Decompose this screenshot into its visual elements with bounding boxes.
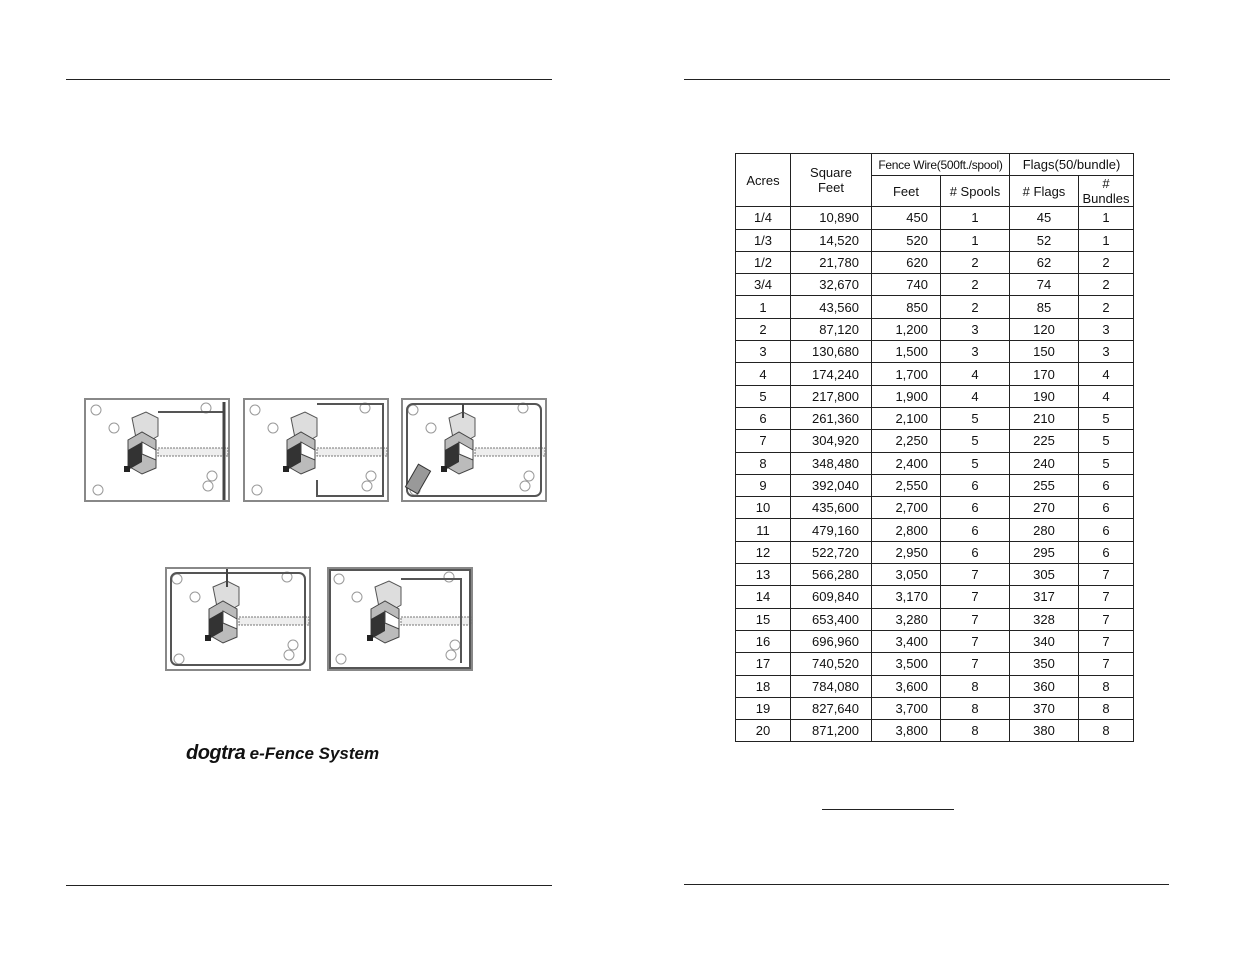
yard-diagram-loop [243,398,389,502]
yard-diagram-front-back [327,567,473,671]
cell-feet: 740 [872,274,941,296]
table-row [736,474,1134,496]
table-row [736,586,1134,608]
cell-square-feet: 696,960 [791,630,872,652]
cell-acres: 14 [736,586,791,608]
header-acres: Acres [736,154,791,207]
cell-square-feet: 130,680 [791,341,872,363]
cell-acres: 4 [736,363,791,385]
table-row [736,720,1134,742]
cell-acres: 9 [736,474,791,496]
table-row [736,385,1134,407]
table-row [736,608,1134,630]
cell-acres: 19 [736,697,791,719]
cell-square-feet: 784,080 [791,675,872,697]
cell-feet: 1,900 [872,385,941,407]
cell-acres: 17 [736,653,791,675]
cell-square-feet: 609,840 [791,586,872,608]
cell-flags: 225 [1010,430,1079,452]
table-row [736,274,1134,296]
cell-flags: 74 [1010,274,1079,296]
cell-feet: 2,950 [872,541,941,563]
cell-square-feet: 522,720 [791,541,872,563]
cell-flags: 360 [1010,675,1079,697]
cell-acres: 8 [736,452,791,474]
cell-bundles: 3 [1079,341,1134,363]
header-square-feet: Square Feet [791,154,872,207]
cell-spools: 7 [941,608,1010,630]
cell-acres: 15 [736,608,791,630]
right-top-rule [684,79,1170,80]
cell-spools: 1 [941,207,1010,229]
cell-square-feet: 304,920 [791,430,872,452]
cell-spools: 7 [941,653,1010,675]
cell-flags: 62 [1010,251,1079,273]
cell-acres: 6 [736,407,791,429]
cell-flags: 317 [1010,586,1079,608]
cell-acres: 10 [736,497,791,519]
table-row [736,675,1134,697]
cell-spools: 7 [941,586,1010,608]
cell-acres: 7 [736,430,791,452]
cell-acres: 11 [736,519,791,541]
cell-feet: 3,400 [872,630,941,652]
cell-bundles: 2 [1079,251,1134,273]
cell-feet: 3,800 [872,720,941,742]
cell-bundles: 7 [1079,564,1134,586]
cell-acres: 5 [736,385,791,407]
cell-spools: 3 [941,318,1010,340]
table-row [736,519,1134,541]
cell-bundles: 2 [1079,274,1134,296]
cell-acres: 20 [736,720,791,742]
cell-spools: 6 [941,497,1010,519]
table-row [736,363,1134,385]
left-bottom-rule [66,885,552,886]
table-row [736,207,1134,229]
cell-acres: 3 [736,341,791,363]
cell-square-feet: 87,120 [791,318,872,340]
cell-bundles: 5 [1079,407,1134,429]
cell-square-feet: 435,600 [791,497,872,519]
header-flags: Flags(50/bundle) [1010,154,1134,176]
fence-sizing-table [735,153,1134,742]
cell-feet: 450 [872,207,941,229]
table-row [736,296,1134,318]
cell-feet: 3,170 [872,586,941,608]
cell-square-feet: 653,400 [791,608,872,630]
brand-logo [186,742,379,765]
cell-square-feet: 32,670 [791,274,872,296]
cell-feet: 620 [872,251,941,273]
footnote-rule [822,809,954,810]
cell-spools: 2 [941,274,1010,296]
cell-feet: 1,700 [872,363,941,385]
cell-square-feet: 827,640 [791,697,872,719]
cell-flags: 340 [1010,630,1079,652]
cell-bundles: 5 [1079,430,1134,452]
cell-bundles: 4 [1079,385,1134,407]
cell-spools: 6 [941,474,1010,496]
yard-diagram-gate [401,398,547,502]
brand-name: dogtra [186,742,246,764]
table-row [736,564,1134,586]
cell-feet: 2,700 [872,497,941,519]
cell-acres: 13 [736,564,791,586]
table-row [736,229,1134,251]
cell-flags: 52 [1010,229,1079,251]
cell-bundles: 6 [1079,474,1134,496]
cell-bundles: 7 [1079,630,1134,652]
cell-spools: 8 [941,720,1010,742]
cell-bundles: 4 [1079,363,1134,385]
cell-acres: 3/4 [736,274,791,296]
cell-square-feet: 348,480 [791,452,872,474]
cell-feet: 2,250 [872,430,941,452]
table-row [736,497,1134,519]
cell-square-feet: 871,200 [791,720,872,742]
cell-square-feet: 174,240 [791,363,872,385]
cell-spools: 4 [941,385,1010,407]
cell-flags: 210 [1010,407,1079,429]
cell-bundles: 1 [1079,207,1134,229]
table-body [736,207,1134,742]
cell-spools: 5 [941,407,1010,429]
table-row [736,653,1134,675]
cell-bundles: 8 [1079,697,1134,719]
cell-flags: 255 [1010,474,1079,496]
cell-feet: 2,400 [872,452,941,474]
cell-spools: 8 [941,697,1010,719]
cell-spools: 6 [941,519,1010,541]
cell-feet: 3,700 [872,697,941,719]
cell-bundles: 6 [1079,497,1134,519]
cell-flags: 240 [1010,452,1079,474]
cell-square-feet: 14,520 [791,229,872,251]
cell-feet: 2,100 [872,407,941,429]
cell-bundles: 5 [1079,452,1134,474]
cell-bundles: 7 [1079,586,1134,608]
table-row [736,407,1134,429]
cell-feet: 2,550 [872,474,941,496]
cell-spools: 7 [941,564,1010,586]
yard-diagram-double-loop [165,567,311,671]
table-row [736,541,1134,563]
table-row [736,697,1134,719]
cell-feet: 3,500 [872,653,941,675]
cell-acres: 18 [736,675,791,697]
cell-spools: 5 [941,452,1010,474]
cell-bundles: 2 [1079,296,1134,318]
cell-bundles: 3 [1079,318,1134,340]
cell-flags: 350 [1010,653,1079,675]
cell-spools: 1 [941,229,1010,251]
cell-flags: 270 [1010,497,1079,519]
cell-flags: 190 [1010,385,1079,407]
cell-square-feet: 43,560 [791,296,872,318]
cell-acres: 1/4 [736,207,791,229]
cell-bundles: 8 [1079,675,1134,697]
cell-feet: 1,500 [872,341,941,363]
cell-feet: 2,800 [872,519,941,541]
cell-feet: 3,280 [872,608,941,630]
cell-acres: 16 [736,630,791,652]
cell-square-feet: 217,800 [791,385,872,407]
header-num-flags: # Flags [1010,176,1079,207]
table-row [736,630,1134,652]
cell-flags: 120 [1010,318,1079,340]
cell-acres: 2 [736,318,791,340]
cell-feet: 3,050 [872,564,941,586]
cell-bundles: 7 [1079,653,1134,675]
cell-square-feet: 10,890 [791,207,872,229]
cell-square-feet: 479,160 [791,519,872,541]
cell-square-feet: 21,780 [791,251,872,273]
cell-spools: 2 [941,296,1010,318]
cell-flags: 150 [1010,341,1079,363]
cell-feet: 1,200 [872,318,941,340]
cell-flags: 280 [1010,519,1079,541]
cell-flags: 370 [1010,697,1079,719]
cell-bundles: 8 [1079,720,1134,742]
cell-square-feet: 392,040 [791,474,872,496]
cell-feet: 520 [872,229,941,251]
cell-acres: 1/2 [736,251,791,273]
header-spools: # Spools [941,176,1010,207]
cell-spools: 5 [941,430,1010,452]
cell-spools: 2 [941,251,1010,273]
header-bundles: # Bundles [1079,176,1134,207]
cell-square-feet: 566,280 [791,564,872,586]
cell-acres: 1/3 [736,229,791,251]
cell-acres: 12 [736,541,791,563]
cell-bundles: 1 [1079,229,1134,251]
cell-bundles: 6 [1079,541,1134,563]
cell-flags: 328 [1010,608,1079,630]
cell-bundles: 6 [1079,519,1134,541]
table-row [736,452,1134,474]
cell-flags: 85 [1010,296,1079,318]
header-fence-wire: Fence Wire(500ft./spool) [872,154,1010,176]
left-top-rule [66,79,552,80]
yard-diagram-right-edge [84,398,230,502]
cell-flags: 45 [1010,207,1079,229]
table-row [736,318,1134,340]
cell-acres: 1 [736,296,791,318]
cell-spools: 3 [941,341,1010,363]
cell-square-feet: 261,360 [791,407,872,429]
header-feet: Feet [872,176,941,207]
cell-feet: 3,600 [872,675,941,697]
cell-spools: 7 [941,630,1010,652]
table-row [736,341,1134,363]
cell-flags: 380 [1010,720,1079,742]
cell-spools: 4 [941,363,1010,385]
system-name: e-Fence System [249,744,380,763]
cell-square-feet: 740,520 [791,653,872,675]
cell-feet: 850 [872,296,941,318]
table-row [736,430,1134,452]
cell-flags: 170 [1010,363,1079,385]
cell-flags: 295 [1010,541,1079,563]
cell-spools: 6 [941,541,1010,563]
cell-flags: 305 [1010,564,1079,586]
cell-spools: 8 [941,675,1010,697]
cell-bundles: 7 [1079,608,1134,630]
right-bottom-rule [684,884,1169,885]
table-row [736,251,1134,273]
